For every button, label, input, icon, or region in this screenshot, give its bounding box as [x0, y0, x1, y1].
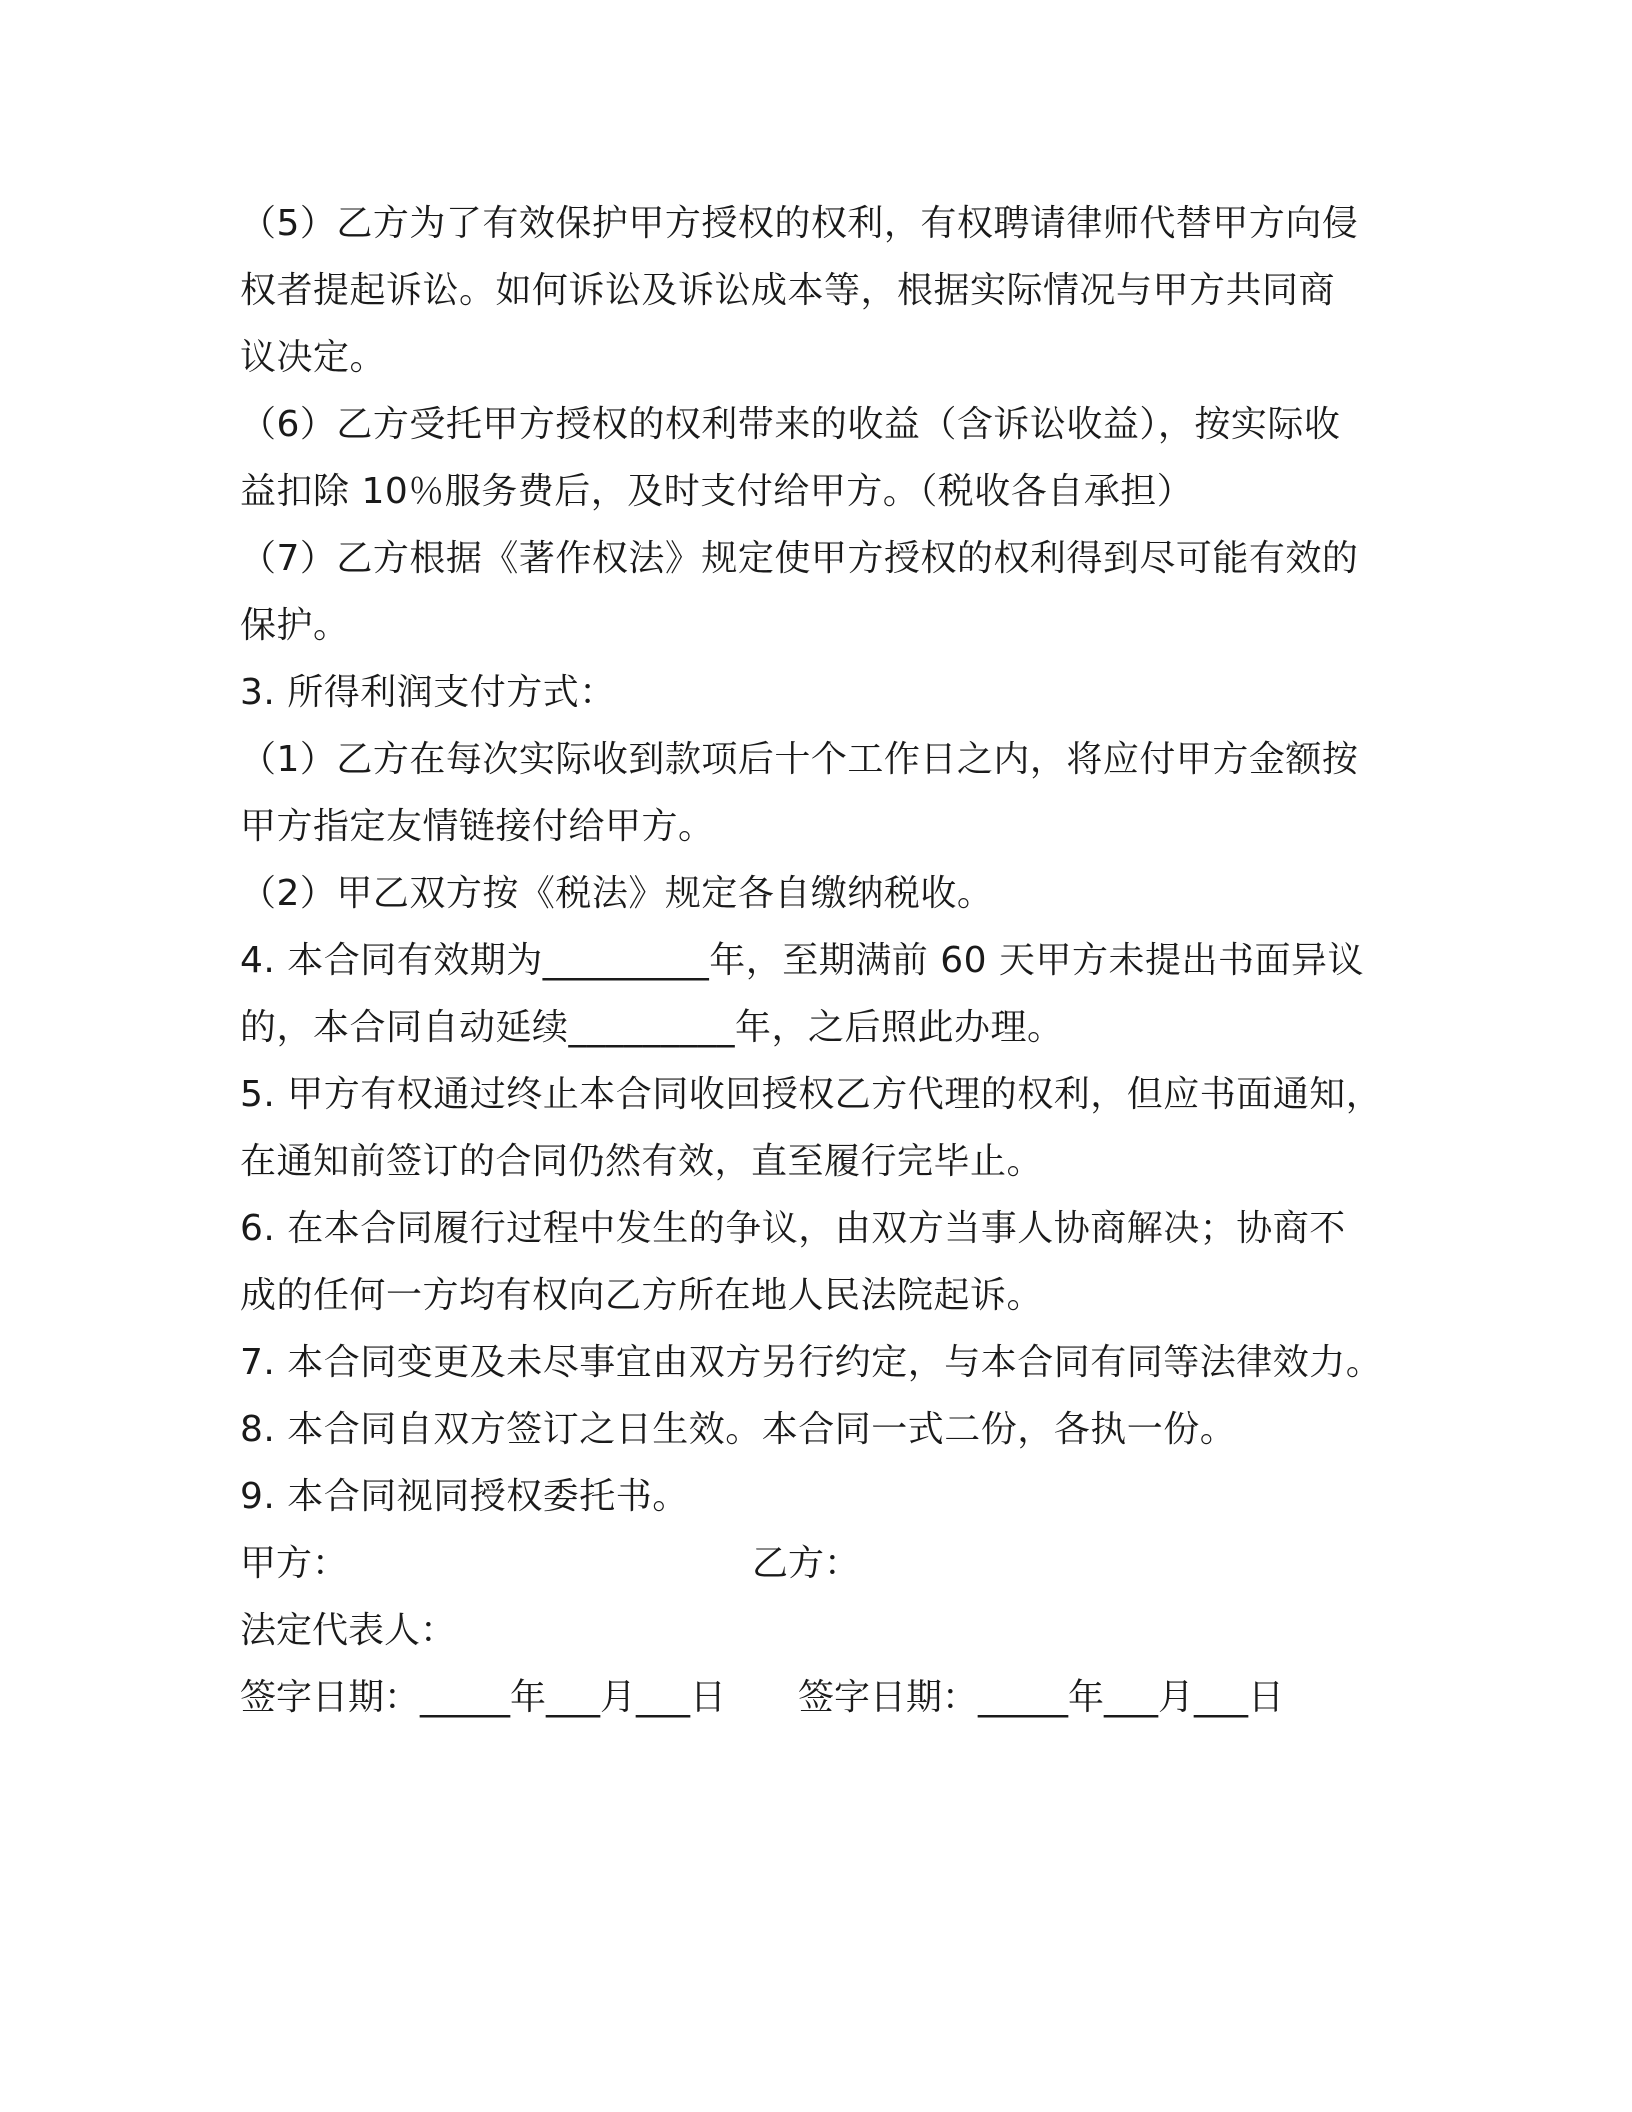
section-heading: 3. 所得利润支付方式：	[240, 672, 616, 713]
text-line: （7）乙方根据《著作权法》规定使甲方授权的权利得到尽可能有效的	[240, 538, 1359, 579]
text-line: （1）乙方在每次实际收到款项后十个工作日之内，将应付甲方金额按	[240, 739, 1359, 780]
signature-date-row	[240, 1664, 1400, 1731]
text-line: 权者提起诉讼。如何诉讼及诉讼成本等，根据实际情况与甲方共同商	[240, 270, 1336, 311]
text-line: 5. 甲方有权通过终止本合同收回授权乙方代理的权利，但应书面通知，	[240, 1074, 1383, 1115]
text-line: 保护。	[240, 605, 350, 646]
text-line: 议决定。	[240, 337, 387, 378]
legal-rep-label: 法定代表人：	[240, 1610, 457, 1651]
text-line: 6. 在本合同履行过程中发生的争议，由双方当事人协商解决；协商不	[240, 1208, 1346, 1249]
party-a-label: 甲方：	[240, 1543, 349, 1584]
signature-date-a: 签字日期：_____年___月___日	[240, 1677, 727, 1718]
text-line: 的，本合同自动延续_________年，之后照此办理。	[240, 1007, 1064, 1048]
text-line: 7. 本合同变更及未尽事宜由双方另行约定，与本合同有同等法律效力。	[240, 1342, 1383, 1383]
text-line: 4. 本合同有效期为_________年，至期满前 60 天甲方未提出书面异议	[240, 940, 1364, 981]
text-line: （5）乙方为了有效保护甲方授权的权利，有权聘请律师代替甲方向侵	[240, 203, 1359, 244]
text-line: （2）甲乙双方按《税法》规定各自缴纳税收。	[240, 873, 994, 914]
text-line: （6）乙方受托甲方授权的权利带来的收益（含诉讼收益），按实际收	[240, 404, 1341, 445]
signature-date-b: 签字日期：_____年___月___日	[798, 1677, 1285, 1718]
legal-rep-row	[240, 1597, 1400, 1664]
text-line: 8. 本合同自双方签订之日生效。本合同一式二份，各执一份。	[240, 1409, 1237, 1450]
text-line: 9. 本合同视同授权委托书。	[240, 1476, 689, 1517]
text-line: 成的任何一方均有权向乙方所在地人民法院起诉。	[240, 1275, 1044, 1316]
party-b-label: 乙方：	[752, 1543, 861, 1584]
text-line: 益扣除 10％服务费后，及时支付给甲方。（税收各自承担）	[240, 471, 1194, 512]
party-row	[240, 1530, 1400, 1597]
document-page	[240, 190, 1400, 1731]
text-line: 甲方指定友情链接付给甲方。	[240, 806, 715, 847]
text-line: 在通知前签订的合同仍然有效，直至履行完毕止。	[240, 1141, 1044, 1182]
